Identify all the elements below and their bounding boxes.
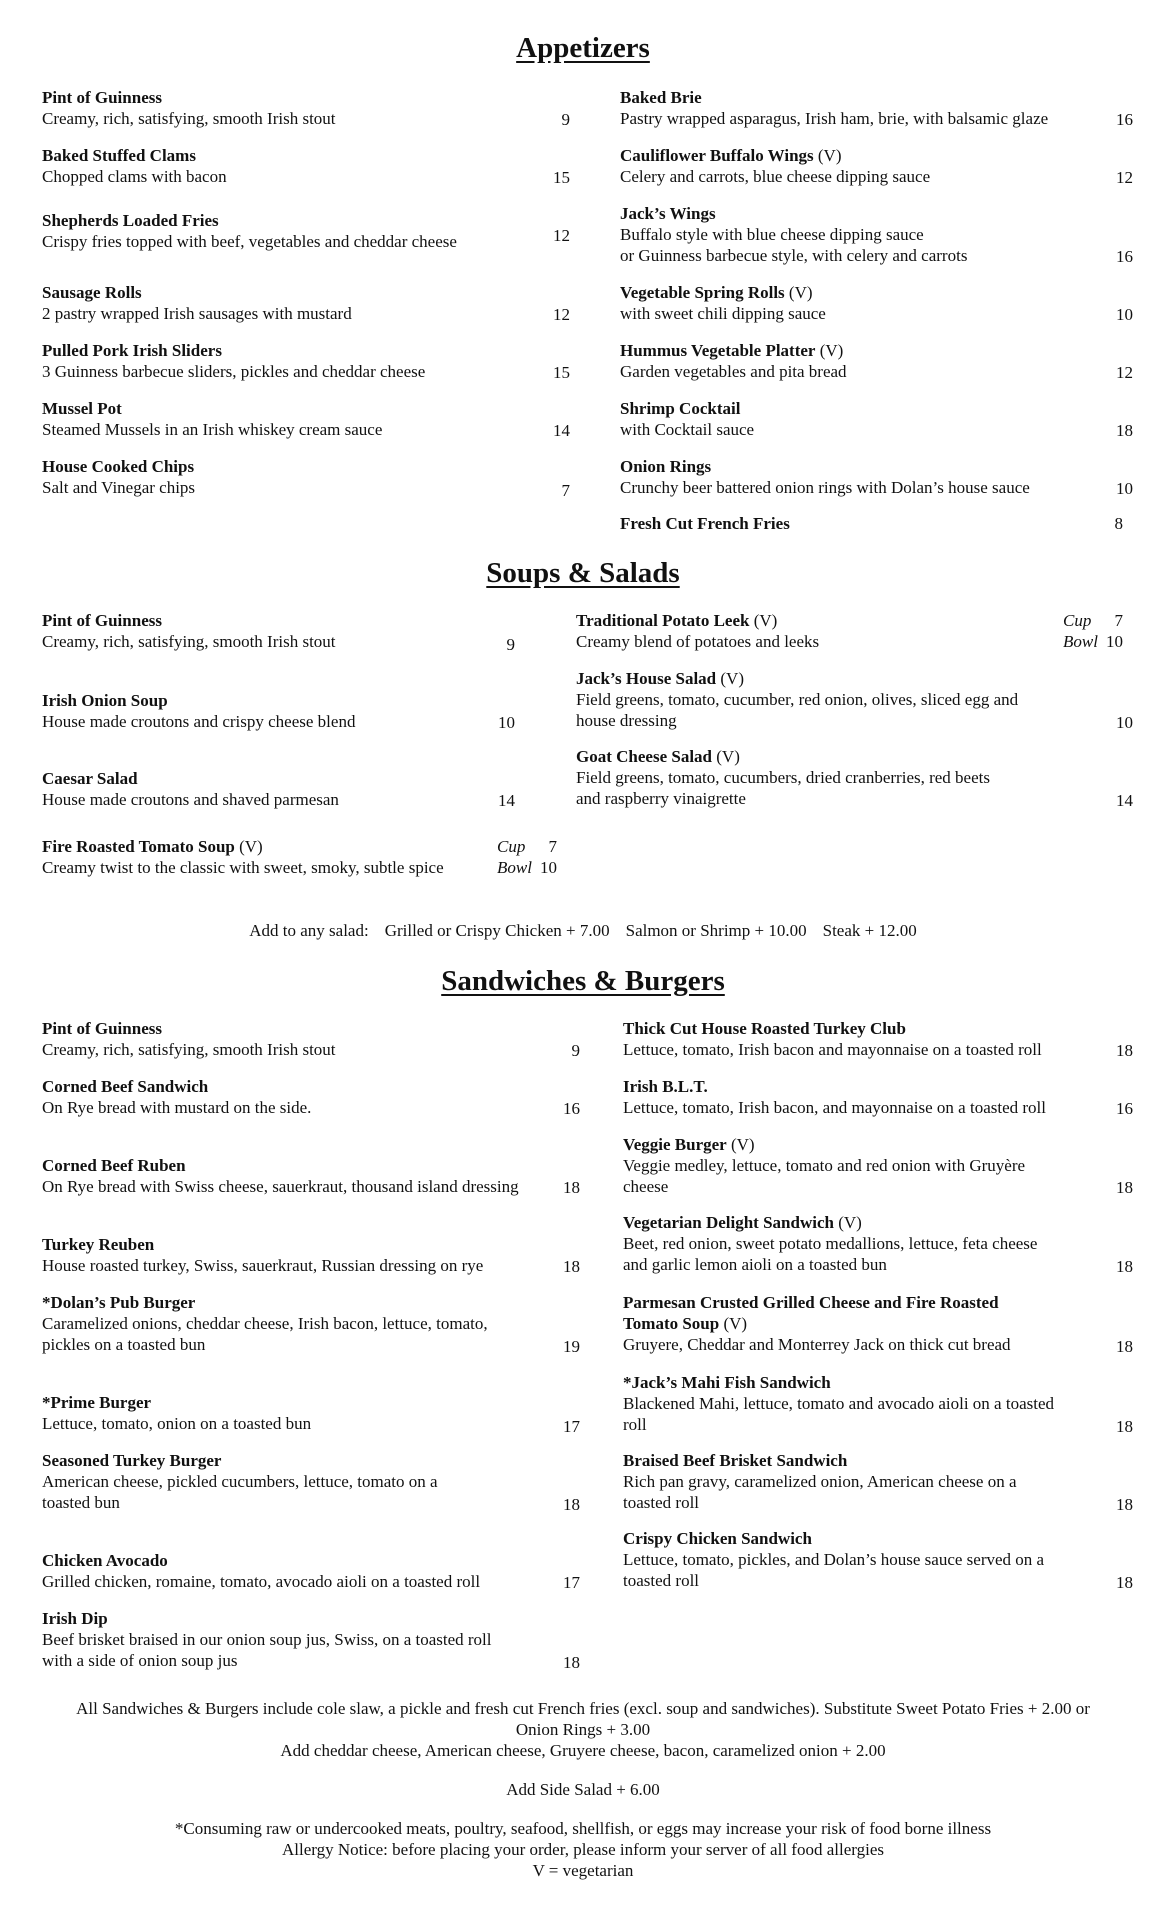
item-price: 12: [1116, 363, 1133, 382]
menu-item: Fire Roasted Tomato Soup (V) Creamy twist to the classic with sweet, smoky, subtle spice: [42, 837, 444, 877]
menu-item: Shrimp Cocktail with Cocktail sauce: [620, 399, 755, 439]
menu-item: Veggie Burger (V) Veggie medley, lettuce, tomato and red onion with Gruyère cheese: [623, 1135, 1026, 1196]
allergy-notice: Allergy Notice: before placing your order, please inform your server of all food allergies: [282, 1840, 884, 1859]
item-price: 10: [1116, 479, 1133, 498]
item-price: 9: [561, 110, 570, 129]
menu-item: Irish Dip Beef brisket braised in our onion soup jus, Swiss, on a toasted roll with a side of onion soup jus: [42, 1609, 492, 1670]
item-price: 18: [563, 1178, 580, 1197]
menu-item: Irish Onion Soup House made croutons and crispy cheese blend: [42, 691, 356, 731]
salad-addons: Add to any salad: Grilled or Crispy Chicken + 7.00 Salmon or Shrimp + 10.00 Steak + 12.00: [249, 921, 917, 940]
item-price: 17: [563, 1417, 580, 1436]
menu-item: Cauliflower Buffalo Wings (V) Celery and carrots, blue cheese dipping sauce: [620, 146, 931, 186]
menu-item: Caesar Salad House made croutons and shaved parmesan: [42, 769, 339, 809]
item-price: 14: [553, 421, 570, 440]
menu-item: Sausage Rolls 2 pastry wrapped Irish sausages with mustard: [42, 283, 352, 323]
menu-item: House Cooked Chips Salt and Vinegar chips: [42, 457, 196, 497]
menu-item: Traditional Potato Leek (V) Creamy blend of potatoes and leeks: [576, 611, 820, 651]
menu-item: Seasoned Turkey Burger American cheese, pickled cucumbers, lettuce, tomato on a toasted bun: [42, 1451, 438, 1512]
menu-item: *Dolan’s Pub Burger Caramelized onions, cheddar cheese, Irish bacon, lettuce, tomato, pickles on a toasted bun: [42, 1293, 488, 1354]
menu-item: Baked Stuffed Clams Chopped clams with bacon: [42, 146, 227, 186]
menu-item: Shepherds Loaded Fries Crispy fries topped with beef, vegetables and cheddar cheese: [42, 211, 457, 251]
item-price: 18: [563, 1653, 580, 1672]
menu-item: Hummus Vegetable Platter (V) Garden vegetables and pita bread: [620, 341, 847, 381]
menu-item: Corned Beef Ruben On Rye bread with Swiss cheese, sauerkraut, thousand island dressing: [42, 1156, 519, 1196]
menu-item: Jack’s House Salad (V) Field greens, tomato, cucumber, red onion, olives, sliced egg and house dressing: [576, 669, 1019, 730]
vegetarian-legend: V = vegetarian: [532, 1861, 634, 1880]
item-price: 16: [1116, 110, 1133, 129]
menu-item: Onion Rings Crunchy beer battered onion rings with Dolan’s house sauce: [620, 457, 1030, 497]
item-price: 10: [1116, 713, 1133, 732]
appetizers-title: Appetizers: [516, 32, 650, 64]
item-price: 18: [563, 1257, 580, 1276]
sandwich-note: All Sandwiches & Burgers include cole slaw, a pickle and fresh cut French fries (excl. soup and sandwiches). Substitute Sweet Potato Fries + 2.00 or: [76, 1699, 1090, 1718]
item-price: 17: [563, 1573, 580, 1592]
sandwiches-burgers-title: Sandwiches & Burgers: [441, 965, 725, 997]
menu-item: Parmesan Crusted Grilled Cheese and Fire Roasted Tomato Soup (V) Gruyere, Cheddar and Monterrey Jack on thick cut bread: [623, 1293, 1011, 1354]
item-price: 12: [1116, 168, 1133, 187]
side-salad-note: Add Side Salad + 6.00: [506, 1780, 660, 1799]
menu-item: Pint of Guinness Creamy, rich, satisfying, smooth Irish stout: [42, 611, 336, 651]
sandwich-note: Onion Rings + 3.00: [515, 1720, 651, 1739]
item-price: 18: [1116, 421, 1133, 440]
item-price: 18: [1116, 1337, 1133, 1356]
menu-item: Pulled Pork Irish Sliders 3 Guinness barbecue sliders, pickles and cheddar cheese: [42, 341, 426, 381]
item-price: 12: [553, 226, 570, 245]
sandwich-note: Add cheddar cheese, American cheese, Gruyere cheese, bacon, caramelized onion + 2.00: [280, 1741, 886, 1760]
menu-item: Pint of Guinness Creamy, rich, satisfying, smooth Irish stout: [42, 1019, 336, 1059]
menu-item: Vegetable Spring Rolls (V) with sweet chili dipping sauce: [620, 283, 826, 323]
item-price: 18: [1116, 1041, 1133, 1060]
menu-item: Vegetarian Delight Sandwich (V) Beet, red onion, sweet potato medallions, lettuce, feta cheese and garlic lemon aioli on a toasted bun: [623, 1213, 1038, 1274]
bowl-price: Bowl 10: [497, 858, 557, 877]
item-price: 15: [553, 168, 570, 187]
menu-item: Pint of Guinness Creamy, rich, satisfying, smooth Irish stout: [42, 88, 336, 128]
item-price: 14: [498, 791, 515, 810]
item-price: 16: [1116, 247, 1133, 266]
item-price: 10: [1116, 305, 1133, 324]
bowl-price: Bowl 10: [1063, 632, 1123, 651]
soups-salads-title: Soups & Salads: [486, 557, 680, 589]
item-price: 9: [571, 1041, 580, 1060]
menu-item: Chicken Avocado Grilled chicken, romaine, tomato, avocado aioli on a toasted roll: [42, 1551, 481, 1591]
item-price: 16: [1116, 1099, 1133, 1118]
cup-price: Cup 7: [1063, 611, 1123, 630]
item-price: 18: [563, 1495, 580, 1514]
item-price: 9: [506, 635, 515, 654]
menu-item: Corned Beef Sandwich On Rye bread with mustard on the side.: [42, 1077, 312, 1117]
menu-item: Mussel Pot Steamed Mussels in an Irish whiskey cream sauce: [42, 399, 383, 439]
item-price: 18: [1116, 1495, 1133, 1514]
menu-item: Turkey Reuben House roasted turkey, Swiss, sauerkraut, Russian dressing on rye: [42, 1235, 484, 1275]
menu-item: Fresh Cut French Fries: [620, 514, 790, 533]
menu-item: Baked Brie Pastry wrapped asparagus, Irish ham, brie, with balsamic glaze: [620, 88, 1049, 128]
item-price: 19: [563, 1337, 580, 1356]
item-price: 12: [553, 305, 570, 324]
menu-item: Goat Cheese Salad (V) Field greens, tomato, cucumbers, dried cranberries, red beets and raspberry vinaigrette: [576, 747, 990, 808]
menu-item: Irish B.L.T. Lettuce, tomato, Irish bacon, and mayonnaise on a toasted roll: [623, 1077, 1046, 1117]
raw-food-warning: *Consuming raw or undercooked meats, poultry, seafood, shellfish, or eggs may increase your risk of food borne illness: [174, 1819, 992, 1838]
item-price: 18: [1116, 1573, 1133, 1592]
item-price: 15: [553, 363, 570, 382]
item-price: 7: [561, 481, 570, 500]
item-price: 16: [563, 1099, 580, 1118]
menu-item: *Jack’s Mahi Fish Sandwich Blackened Mahi, lettuce, tomato and avocado aioli on a toasted roll: [623, 1373, 1054, 1434]
item-price: 18: [1116, 1257, 1133, 1276]
menu-item: Thick Cut House Roasted Turkey Club Lettuce, tomato, Irish bacon and mayonnaise on a toasted roll: [623, 1019, 1042, 1059]
cup-price: Cup 7: [497, 837, 557, 856]
menu-item: Crispy Chicken Sandwich Lettuce, tomato, pickles, and Dolan’s house sauce served on a toasted roll: [623, 1529, 1045, 1590]
item-price: 10: [498, 713, 515, 732]
menu-item: Braised Beef Brisket Sandwich Rich pan gravy, caramelized onion, American cheese on a toasted roll: [623, 1451, 1017, 1512]
menu-item: *Prime Burger Lettuce, tomato, onion on a toasted bun: [42, 1393, 312, 1433]
menu-item: Jack’s Wings Buffalo style with blue cheese dipping sauce or Guinness barbecue style, with celery and carrots: [620, 204, 968, 265]
item-price: 14: [1116, 791, 1133, 810]
item-price: 18: [1116, 1417, 1133, 1436]
item-price: 8: [1114, 514, 1123, 533]
item-price: 18: [1116, 1178, 1133, 1197]
